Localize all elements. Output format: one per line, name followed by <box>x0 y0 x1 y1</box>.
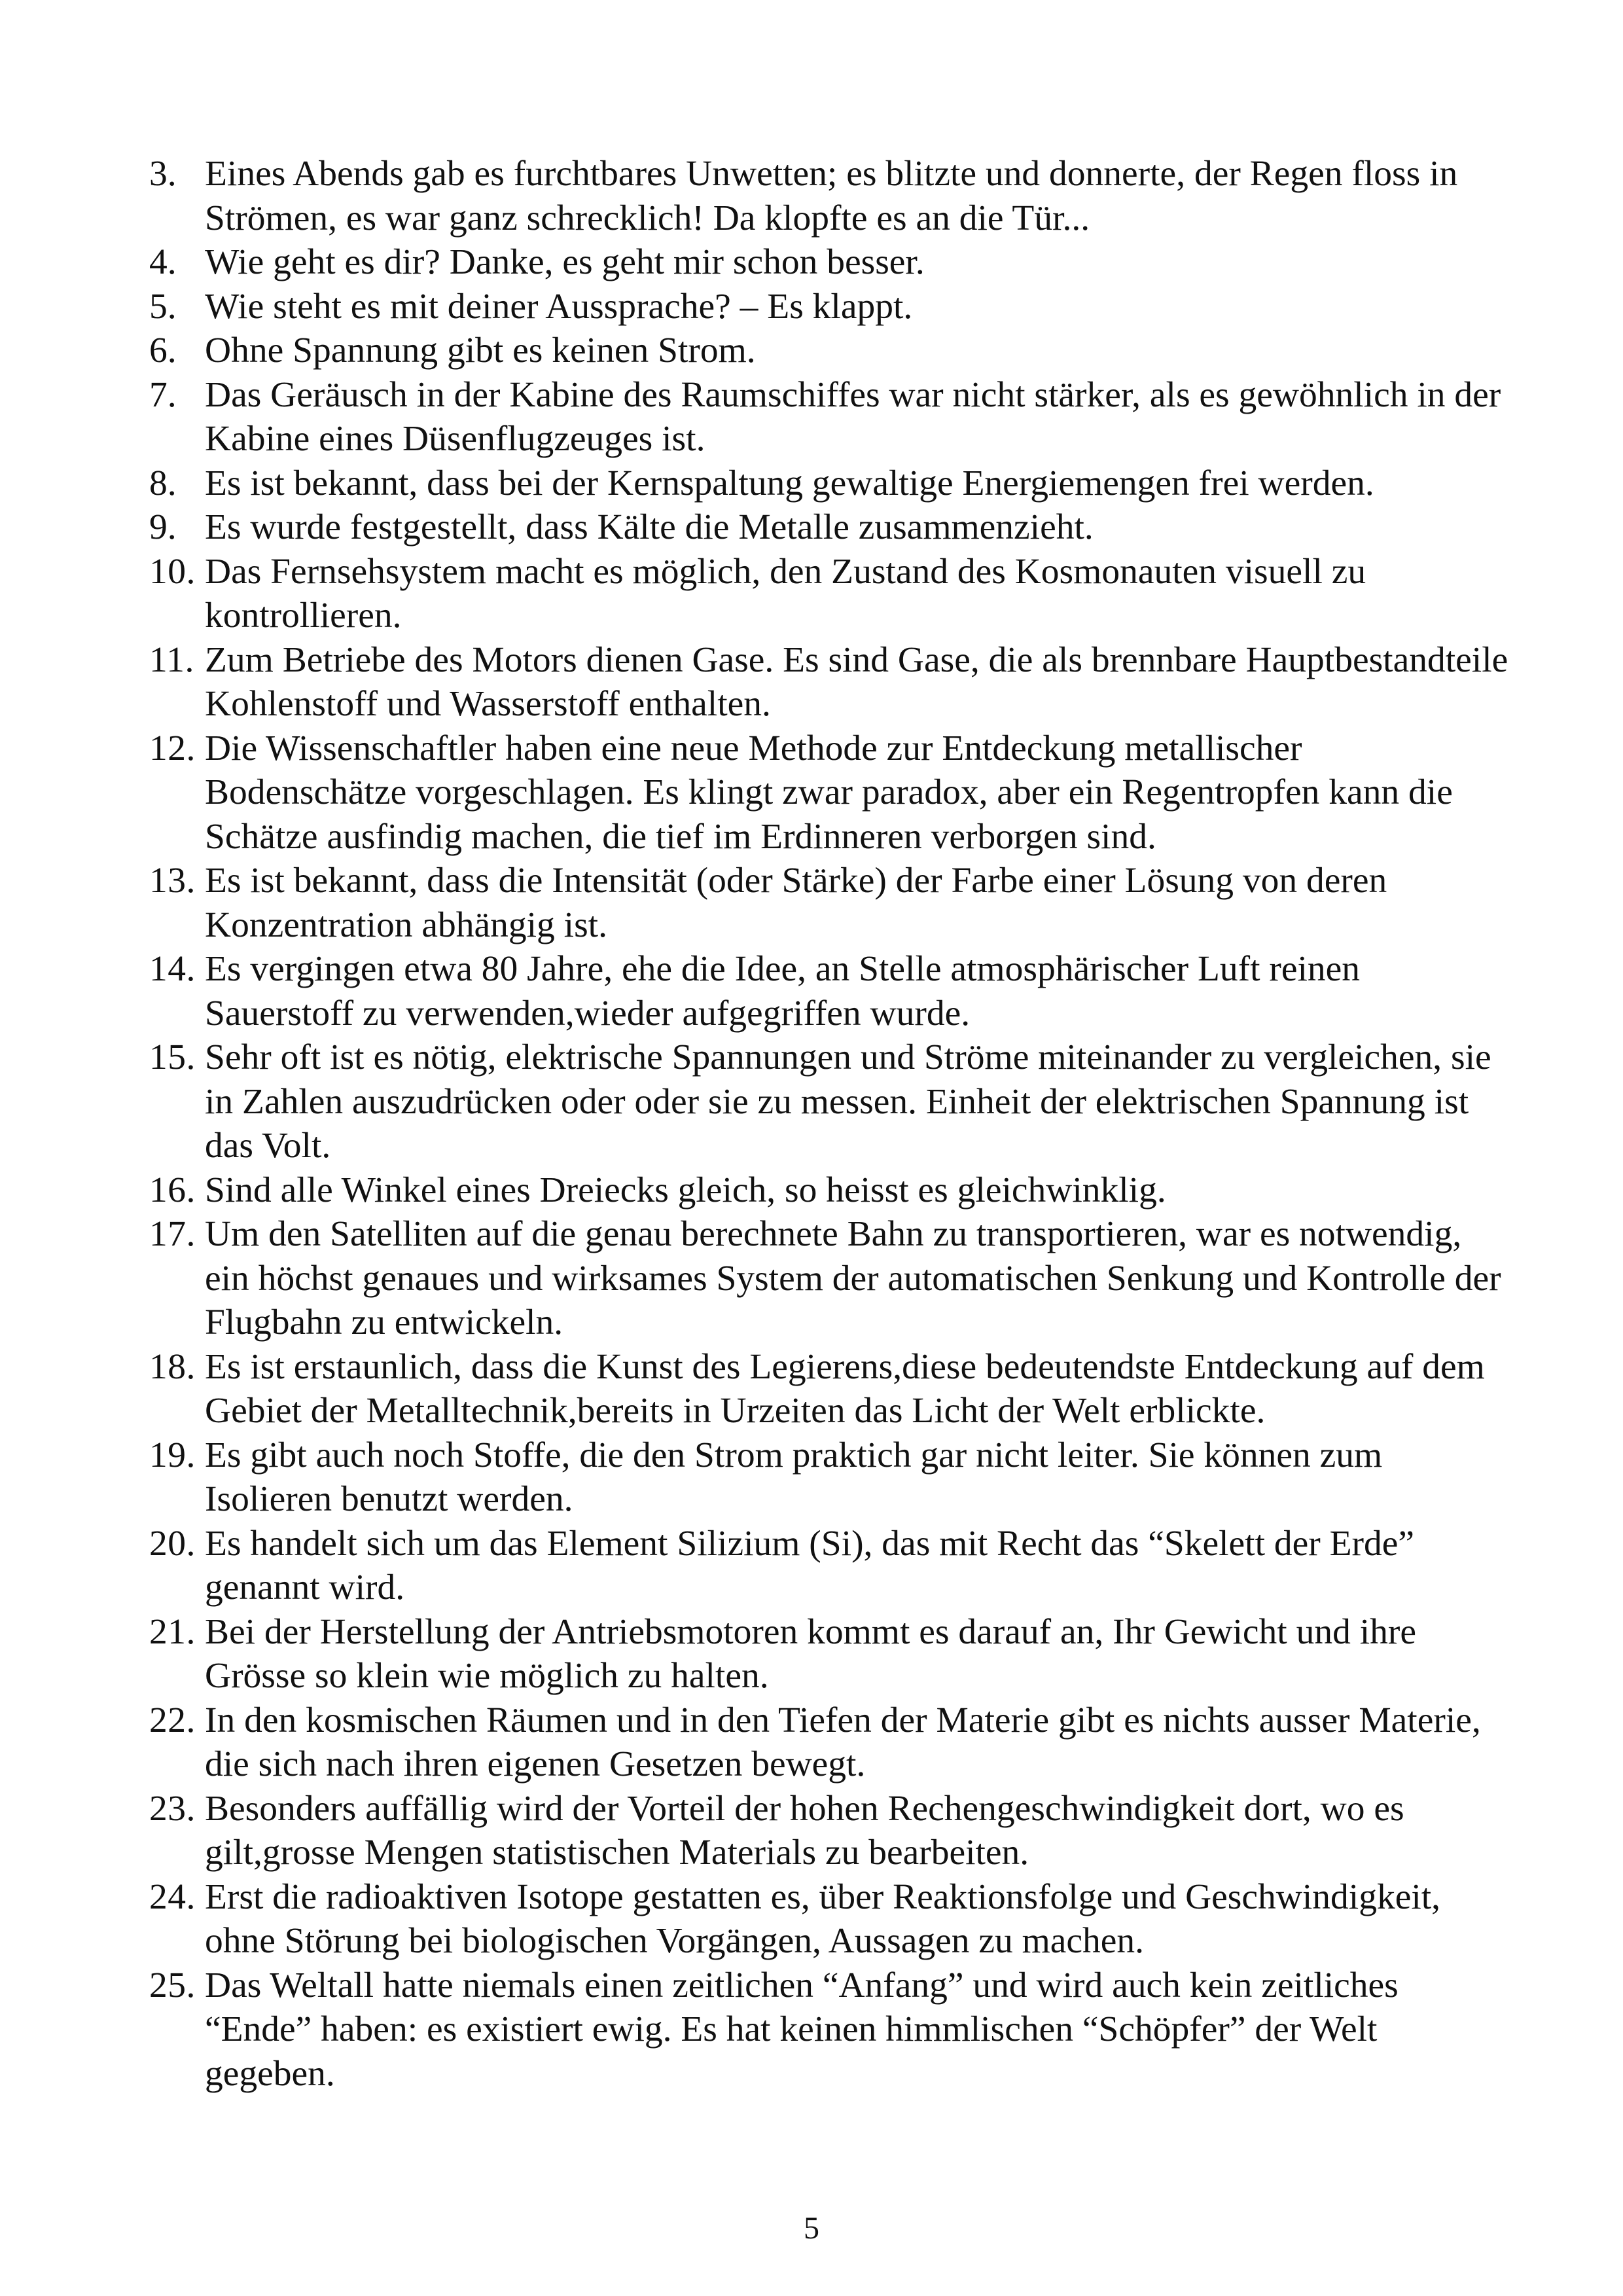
item-text: Um den Satelliten auf die genau berechnete Bahn zu transportieren, war es notwendig, ein höchst genaues und wirksames System der automatischen Senkung und Kontrolle der Flugbahn zu entwickeln. <box>205 1214 1501 1342</box>
list-item <box>149 1875 1510 1964</box>
item-number: 11. <box>149 639 194 680</box>
item-number: 23. <box>149 1788 196 1829</box>
item-number: 8. <box>149 463 177 503</box>
list-item <box>149 1168 1510 1213</box>
item-text: Die Wissenschaftler haben eine neue Methode zur Entdeckung metallischer Bodenschätze vorgeschlagen. Es klingt zwar paradox, aber ein Regentropfen kann die Schätze ausfindig machen, die tief im Erdinneren verborgen sind. <box>205 728 1453 857</box>
list-item <box>149 1522 1510 1610</box>
list-item <box>149 1610 1510 1698</box>
item-text: Es ist bekannt, dass bei der Kernspaltung gewaltige Energiemengen frei werden. <box>205 463 1374 503</box>
item-number: 17. <box>149 1214 196 1254</box>
item-number: 25. <box>149 1965 196 2005</box>
list-item <box>149 859 1510 947</box>
list-item <box>149 550 1510 638</box>
list-item <box>149 1035 1510 1168</box>
item-text: Es gibt auch noch Stoffe, die den Strom praktich gar nicht leiter. Sie können zum Isolieren benutzt werden. <box>205 1435 1383 1519</box>
item-number: 19. <box>149 1435 196 1475</box>
item-number: 22. <box>149 1700 196 1740</box>
list-item <box>149 240 1510 285</box>
list-item <box>149 1698 1510 1787</box>
item-number: 12. <box>149 728 196 768</box>
item-text: Es vergingen etwa 80 Jahre, ehe die Idee, an Stelle atmosphärischer Luft reinen Sauerstoff zu verwenden,wieder aufgegriffen wurde. <box>205 949 1361 1033</box>
item-number: 18. <box>149 1346 196 1387</box>
list-item <box>149 505 1510 550</box>
item-number: 24. <box>149 1876 196 1917</box>
item-number: 6. <box>149 331 177 370</box>
item-text: Erst die radioaktiven Isotope gestatten es, über Reaktionsfolge und Geschwindigkeit, ohne Störung bei biologischen Vorgängen, Aussagen zu machen. <box>205 1876 1441 1961</box>
list-item <box>149 1345 1510 1433</box>
item-text: Besonders auffällig wird der Vorteil der hohen Rechengeschwindigkeit dort, wo es gilt,grosse Mengen statistischen Materials zu bearbeiten. <box>205 1788 1404 1873</box>
page-number: 5 <box>804 2211 819 2246</box>
sentence-list <box>149 152 1510 2096</box>
list-item <box>149 947 1510 1035</box>
item-number: 21. <box>149 1611 196 1652</box>
item-text: Das Weltall hatte niemals einen zeitlichen “Anfang” und wird auch kein zeitliches “Ende” haben: es existiert ewig. Es hat keinen himmlischen “Schöpfer” der Welt gegeben. <box>205 1965 1399 2094</box>
list-item <box>149 726 1510 859</box>
list-item <box>149 1964 1510 2096</box>
list-item <box>149 285 1510 329</box>
list-item <box>149 373 1510 461</box>
list-item <box>149 1433 1510 1522</box>
item-text: Bei der Herstellung der Antriebsmotoren kommt es darauf an, Ihr Gewicht und ihre Grösse so klein wie möglich zu halten. <box>205 1611 1417 1696</box>
list-item <box>149 638 1510 726</box>
item-text: Sehr oft ist es nötig, elektrische Spannungen und Ströme miteinander zu vergleichen, sie in Zahlen auszudrücken oder oder sie zu messen. Einheit der elektrischen Spannung ist das Volt. <box>205 1037 1491 1166</box>
item-number: 20. <box>149 1523 196 1564</box>
item-number: 13. <box>149 861 196 901</box>
item-text: Wie steht es mit deiner Aussprache? – Es klappt. <box>205 286 913 327</box>
list-item <box>149 1787 1510 1875</box>
item-number: 16. <box>149 1170 196 1210</box>
item-text: Eines Abends gab es furchtbares Unwetten; es blitzte und donnerte, der Regen floss in Strömen, es war ganz schrecklich! Da klopfte es an die Tür... <box>205 154 1458 238</box>
list-item <box>149 329 1510 373</box>
item-text: Es ist erstaunlich, dass die Kunst des Legierens,diese bedeutendste Entdeckung auf dem Gebiet der Metalltechnik,bereits in Urzeiten das Licht der Welt erblickte. <box>205 1346 1485 1431</box>
item-number: 5. <box>149 286 177 327</box>
item-text: Das Fernsehsystem macht es möglich, den Zustand des Kosmonauten visuell zu kontrollieren. <box>205 551 1366 636</box>
item-text: Wie geht es dir? Danke, es geht mir schon besser. <box>205 242 925 282</box>
list-item <box>149 461 1510 506</box>
item-number: 7. <box>149 374 177 415</box>
item-number: 9. <box>149 507 177 547</box>
list-item <box>149 152 1510 240</box>
item-text: Ohne Spannung gibt es keinen Strom. <box>205 331 756 370</box>
item-text: Sind alle Winkel eines Dreiecks gleich, so heisst es gleichwinklig. <box>205 1170 1166 1210</box>
item-text: Es wurde festgestellt, dass Kälte die Metalle zusammenzieht. <box>205 507 1094 547</box>
item-text: In den kosmischen Räumen und in den Tiefen der Materie gibt es nichts ausser Materie, die sich nach ihren eigenen Gesetzen bewegt. <box>205 1700 1481 1784</box>
item-text: Es ist bekannt, dass die Intensität (oder Stärke) der Farbe einer Lösung von deren Konzentration abhängig ist. <box>205 861 1387 945</box>
item-number: 10. <box>149 551 196 592</box>
item-text: Es handelt sich um das Element Silizium (Si), das mit Recht das “Skelett der Erde” genannt wird. <box>205 1523 1415 1607</box>
list-item <box>149 1212 1510 1345</box>
item-number: 4. <box>149 242 177 282</box>
item-text: Das Geräusch in der Kabine des Raumschiffes war nicht stärker, als es gewöhnlich in der Kabine eines Düsenflugzeuges ist. <box>205 374 1501 459</box>
item-text: Zum Betriebe des Motors dienen Gase. Es sind Gase, die als brennbare Hauptbestandteile Kohlenstoff und Wasserstoff enthalten. <box>205 639 1508 724</box>
item-number: 15. <box>149 1037 196 1077</box>
item-number: 14. <box>149 949 196 989</box>
item-number: 3. <box>149 154 177 194</box>
